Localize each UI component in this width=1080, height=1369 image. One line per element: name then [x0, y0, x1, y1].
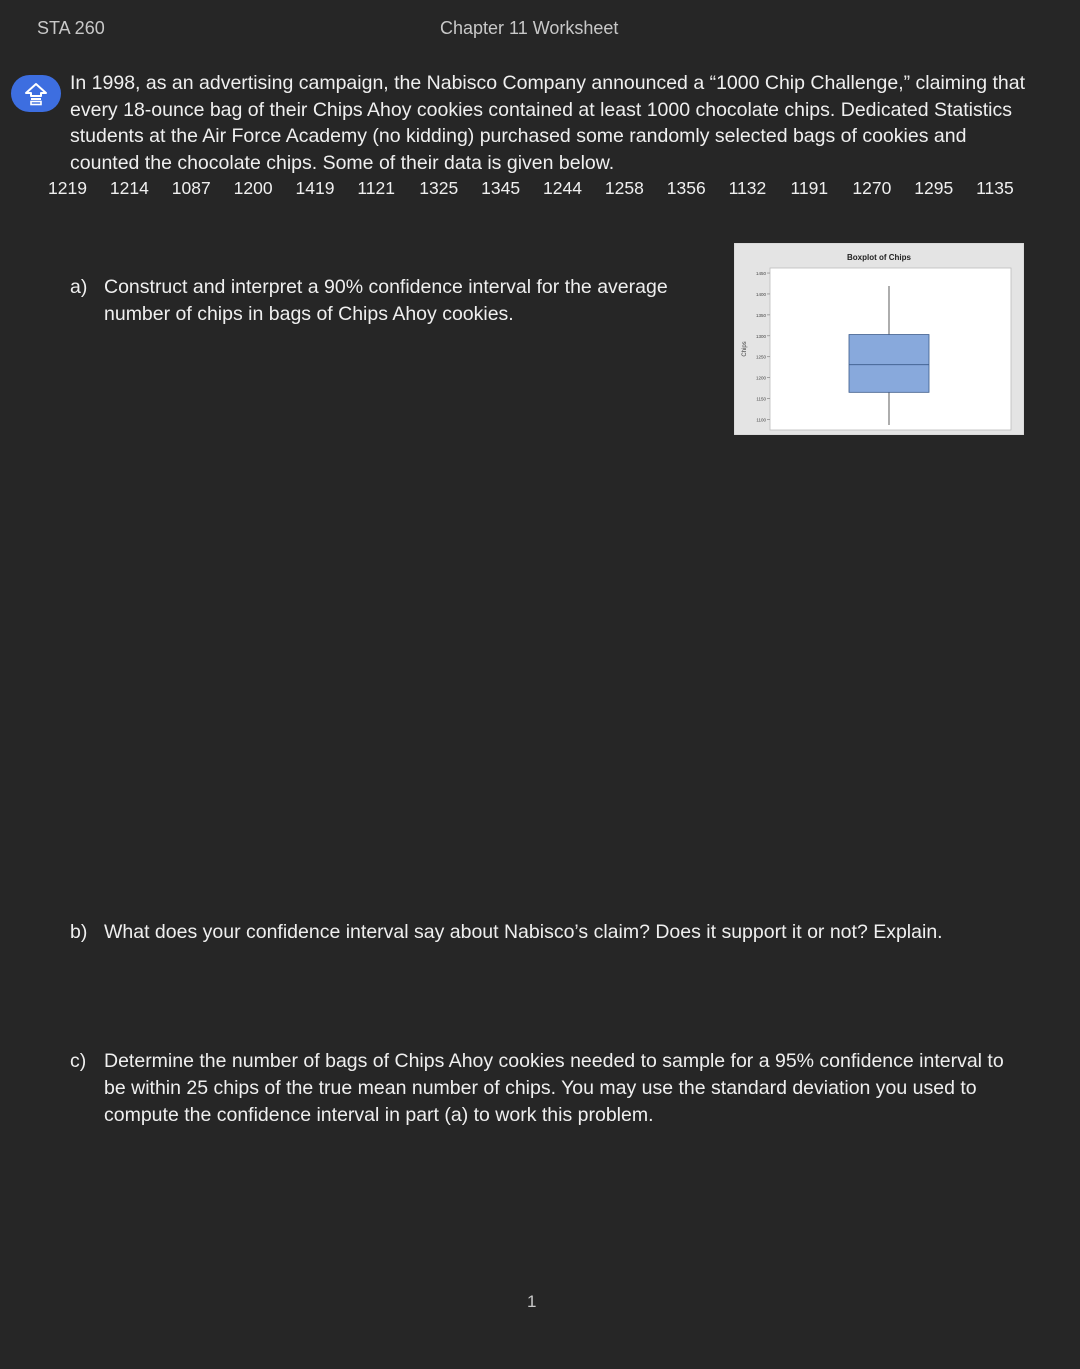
data-value: 1135: [976, 178, 1014, 198]
question-b-label: b): [70, 921, 88, 943]
y-axis-label: Chips: [742, 341, 748, 357]
question-c-label: c): [70, 1050, 87, 1072]
data-value: 1325: [419, 178, 459, 198]
page-number: 1: [527, 1292, 537, 1311]
data-value: 1214: [109, 178, 149, 198]
y-tick-label: 1450: [755, 271, 766, 277]
question-a-label: a): [70, 276, 88, 298]
question-b: [70, 919, 1030, 946]
data-value: 1258: [604, 178, 644, 198]
box-iqr: [849, 335, 929, 393]
data-value: 1087: [171, 178, 211, 198]
chip-data-row: [48, 178, 1038, 199]
y-tick-label: 1250: [755, 354, 766, 360]
y-tick-label: 1300: [755, 333, 766, 339]
upload-house-icon: [23, 81, 49, 107]
data-value: 1191: [790, 178, 829, 198]
y-tick-label: 1400: [755, 291, 766, 297]
data-value: 1270: [852, 178, 892, 198]
y-tick-label: 1200: [755, 375, 766, 381]
data-value: 1244: [543, 178, 582, 198]
question-a: [70, 274, 710, 328]
page-title: Chapter 11 Worksheet: [440, 18, 619, 38]
data-value: 1295: [914, 178, 954, 198]
question-a-text: Construct and interpret a 90% confidence interval for the average number of chips in bags of Chips Ahoy cookies.: [104, 276, 668, 325]
boxplot-chart: [734, 243, 1024, 435]
upload-button[interactable]: [11, 75, 61, 112]
data-value: 1200: [233, 178, 273, 198]
data-value: 1132: [728, 178, 767, 198]
question-c-text: Determine the number of bags of Chips Ahoy cookies needed to sample for a 95% confidence interval to be within 25 chips of the true mean number of chips. You may use the standard deviation you used to compute the confidence interval in part (a) to work this problem.: [104, 1050, 1004, 1126]
y-tick-label: 1100: [756, 417, 766, 423]
data-value: 1121: [357, 178, 396, 198]
intro-paragraph: In 1998, as an advertising campaign, the Nabisco Company announced a “1000 Chip Challenge,” claiming that every 18-ounce bag of their Chips Ahoy cookies contained at least 1000 chocolate chips. Dedicated Statistics students at the Air Force Academy (no kidding) purchased some randomly selected bags of cookies and counted the chocolate chips. Some of their data is given below.: [70, 72, 1026, 174]
chart-title: Boxplot of Chips: [847, 253, 911, 262]
question-b-text: What does your confidence interval say about Nabisco’s claim? Does it support it or not? Explain.: [104, 921, 943, 943]
data-value: 1219: [48, 178, 87, 198]
data-value: 1419: [295, 178, 335, 198]
question-c: [70, 1048, 1030, 1129]
data-value: 1356: [666, 178, 706, 198]
y-tick-label: 1150: [756, 396, 766, 402]
y-tick-label: 1350: [755, 312, 766, 318]
course-code: STA 260: [37, 18, 105, 38]
data-value: 1345: [481, 178, 521, 198]
